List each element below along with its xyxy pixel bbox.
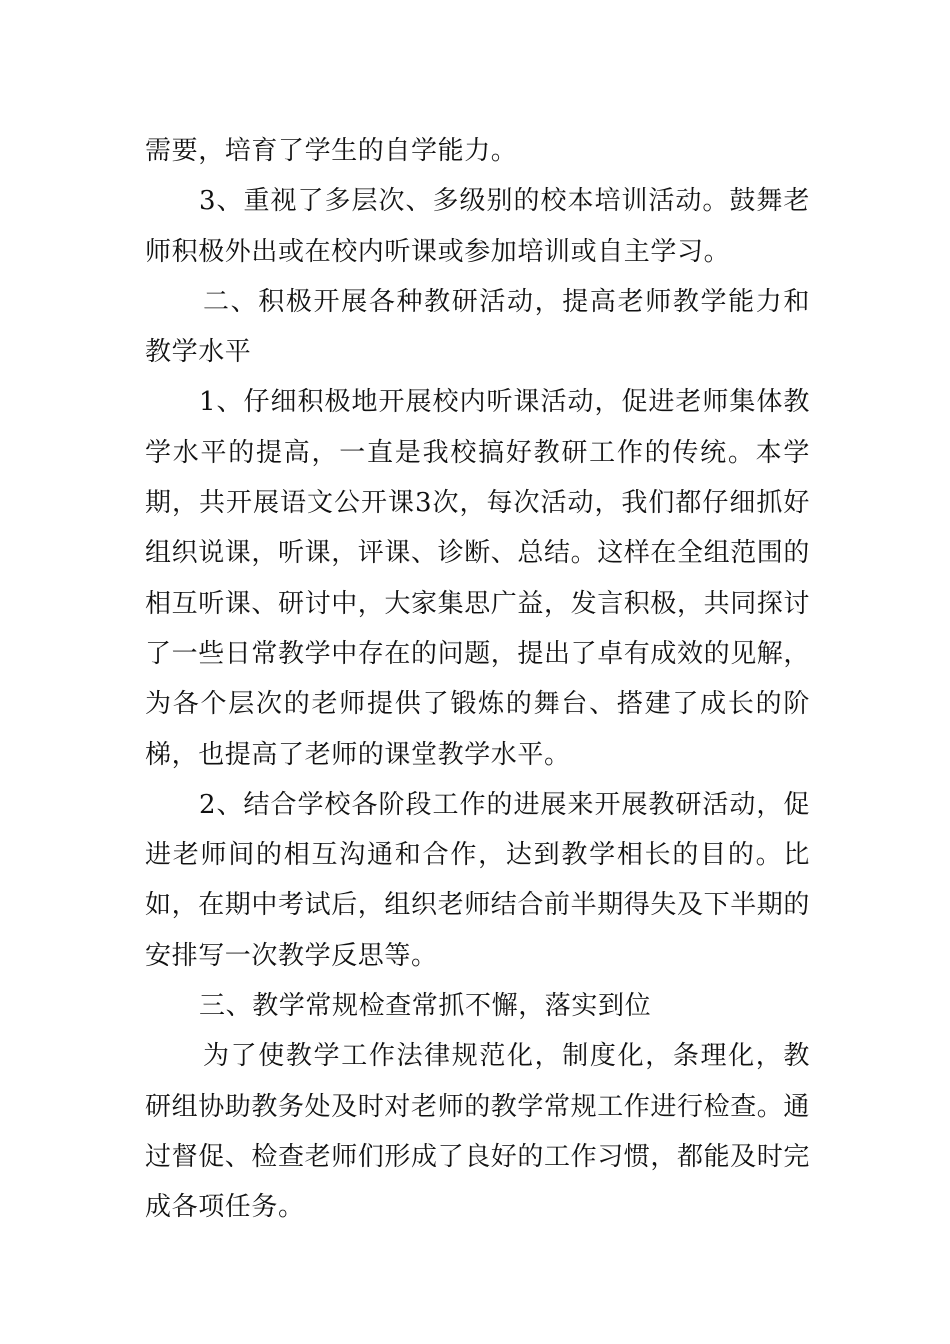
paragraph-item-2-activities: 2、结合学校各阶段工作的进展来开展教研活动，促进老师间的相互沟通和合作，达到教学相长的目的。比如，在期中考试后，组织老师结合前半期得失及下半期的安排写一次教学反思等。 [145, 789, 811, 971]
document-body [145, 126, 810, 1233]
section-heading-3: 三、教学常规检查常抓不懈，落实到位 [199, 991, 652, 1022]
paragraph-item-3-training: 3、重视了多层次、多级别的校本培训活动。鼓舞老师积极外出或在校内听课或参加培训或自主学习。 [145, 186, 810, 267]
paragraph-item-1-lessons: 1、仔细积极地开展校内听课活动，促进老师集体教学水平的提高，一直是我校搞好教研工作的传统。本学期，共开展语文公开课3次，每次活动，我们都仔细抓好组织说课，听课，评课、诊断、总结。这样在全组范围的相互听课、研讨中，大家集思广益，发言积极，共同探讨了一些日常教学中存在的问题，提出了卓有成效的见解，为各个层次的老师提供了锻炼的舞台、搭建了成长的阶梯，也提高了老师的课堂教学水平。 [145, 387, 811, 770]
paragraph-continuation: 需要，培育了学生的自学能力。 [145, 136, 518, 166]
paragraph-routine-checks: 为了使教学工作法律规范化，制度化，条理化，教研组协助教务处及时对老师的教学常规工作进行检查。通过督促、检查老师们形成了良好的工作习惯，都能及时完成各项任务。 [145, 1041, 811, 1223]
section-heading-2: 二、积极开展各种教研活动，提高老师教学能力和教学水平 [145, 286, 810, 368]
